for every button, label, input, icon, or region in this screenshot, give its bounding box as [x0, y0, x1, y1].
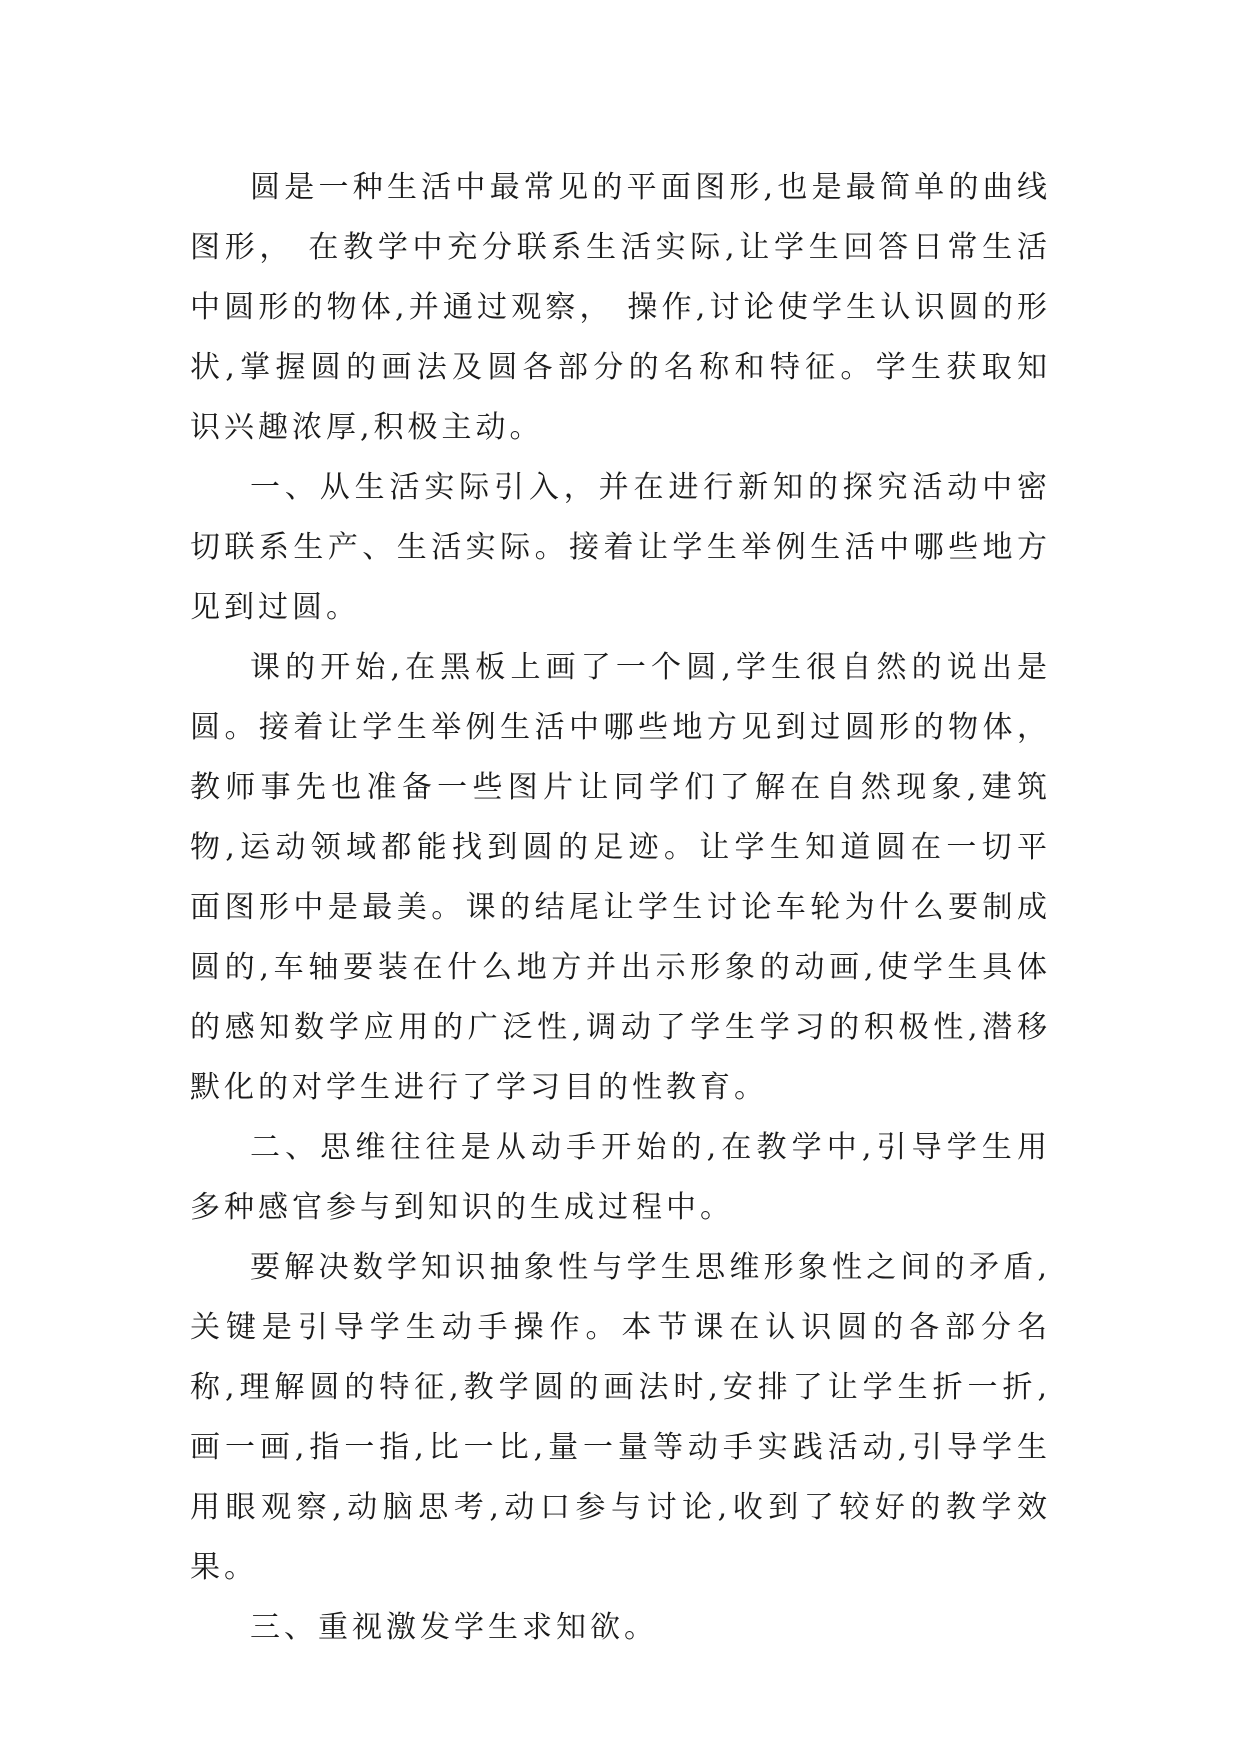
paragraph-intro: 圆是一种生活中最常见的平面图形,也是最简单的曲线图形， 在教学中充分联系生活实际,让学生回答日常生活中圆形的物体,并通过观察， 操作,讨论使学生认识圆的形状,掌握圆的画法及圆各部分的名称和特征。学生获取知识兴趣浓厚,积极主动。: [190, 170, 1051, 445]
paragraph-section-three-heading: 三、重视激发学生求知欲。: [250, 1610, 658, 1645]
paragraph-hands-on: 要解决数学知识抽象性与学生思维形象性之间的矛盾,关键是引导学生动手操作。本节课在认识圆的各部分名称,理解圆的特征,教学圆的画法时,安排了让学生折一折,画一画,指一指,比一比,量一量等动手实践活动,引导学生用眼观察,动脑思考,动口参与讨论,收到了较好的教学效果。: [190, 1250, 1051, 1585]
paragraph-section-one-heading: 一、从生活实际引入，并在进行新知的探究活动中密切联系生产、生活实际。接着让学生举例生活中哪些地方见到过圆。: [190, 470, 1051, 625]
paragraph-section-two-heading: 二、思维往往是从动手开始的,在教学中,引导学生用多种感官参与到知识的生成过程中。: [190, 1130, 1051, 1225]
document-body: [190, 158, 1051, 1658]
paragraph-lesson-start: 课的开始,在黑板上画了一个圆,学生很自然的说出是圆。接着让学生举例生活中哪些地方见到过圆形的物体，教师事先也准备一些图片让同学们了解在自然现象,建筑物,运动领域都能找到圆的足迹。让学生知道圆在一切平面图形中是最美。课的结尾让学生讨论车轮为什么要制成圆的,车轴要装在什么地方并出示形象的动画,使学生具体的感知数学应用的广泛性,调动了学生学习的积极性,潜移默化的对学生进行了学习目的性教育。: [190, 650, 1051, 1105]
